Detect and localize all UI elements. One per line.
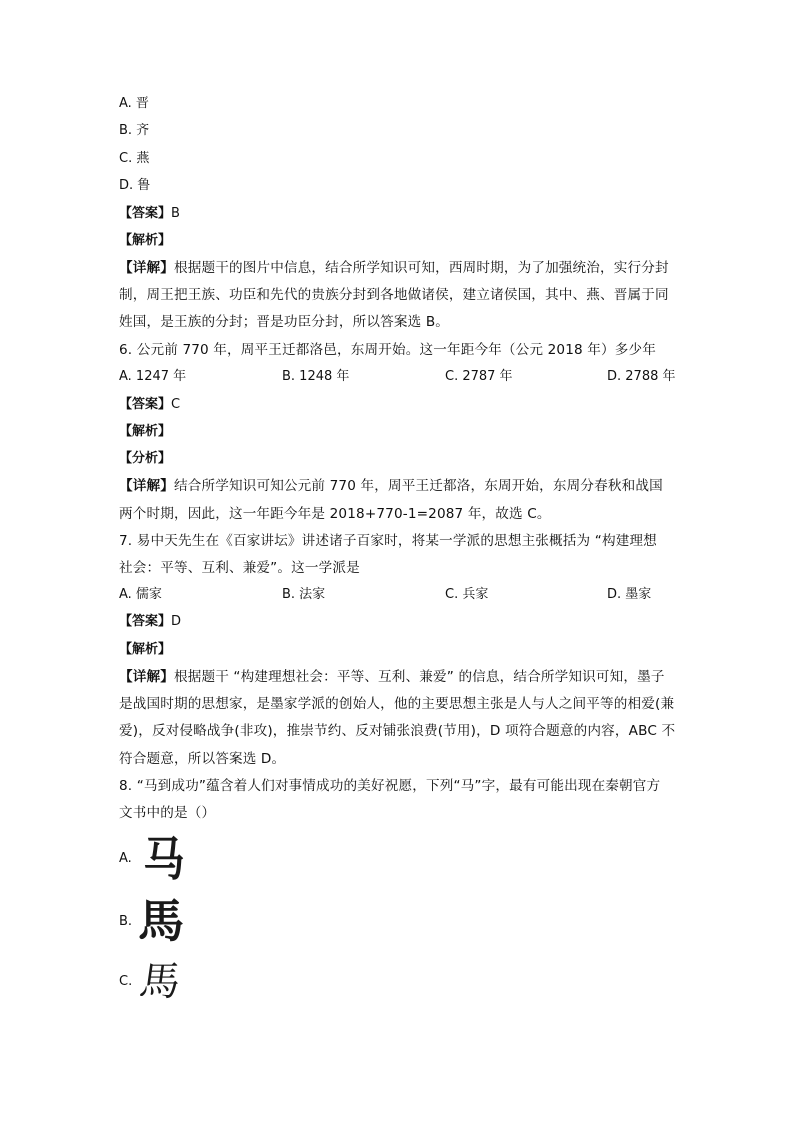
q6-answer	[119, 395, 180, 415]
answer-value: C	[171, 397, 181, 412]
q7-answer	[119, 612, 181, 632]
q5-option-d: D. 鲁	[119, 178, 151, 193]
ma-seal-script-icon: 马	[143, 832, 185, 886]
q7-option-a: A. 儒家	[119, 587, 162, 602]
q6-detail-line-2: 两个时期，因此，这一年距今年是 2018+770-1=2087 年，故选 C。	[119, 506, 551, 522]
q7-detail-line-3: 爱)，反对侵略战争(非攻)，推崇节约、反对铺张浪费(节用)，D 项符合题意的内容，ABC 不	[119, 723, 676, 739]
q8-option-b-clerical-glyph	[137, 894, 185, 948]
q7-option-c: C. 兵家	[445, 587, 489, 602]
q8-option-c-label: C.	[119, 974, 133, 989]
q6-option-c: C. 2787 年	[445, 369, 513, 384]
q7-stem-line-2: 社会：平等、互利、兼爱”。这一学派是	[119, 560, 360, 576]
detail-tag: 【详解】	[119, 669, 174, 685]
q7-detail-line-1	[119, 667, 665, 687]
answer-value: D	[171, 614, 182, 629]
detail-tag: 【详解】	[119, 478, 174, 494]
q7-stem-line-1: 7. 易中天先生在《百家讲坛》讲述诸子百家时，将某一学派的思想主张概括为 “构建理想	[119, 533, 657, 549]
q6-stem: 6. 公元前 770 年，周平王迁都洛邑，东周开始。这一年距今年（公元 2018 年）多少年	[119, 342, 657, 358]
q5-analysis-tag: 【解析】	[119, 233, 172, 248]
q8-option-a-seal-glyph	[137, 832, 191, 886]
q8-stem-line-1: 8. “马到成功”蕴含着人们对事情成功的美好祝愿，下列“马”字，最有可能出现在秦朝官方	[119, 778, 661, 794]
detail-text: 根据题干 “构建理想社会：平等、互利、兼爱” 的信息，结合所学知识可知，墨子	[173, 669, 665, 685]
answer-tag: 【答案】	[119, 206, 172, 221]
q8-option-c-cursive-glyph	[136, 956, 184, 1008]
detail-text: 根据题干的图片中信息，结合所学知识可知，西周时期，为了加强统治，实行分封	[173, 260, 669, 276]
answer-value: B	[171, 206, 180, 221]
answer-tag: 【答案】	[119, 614, 172, 629]
q6-fenxi-tag: 【分析】	[119, 451, 172, 466]
detail-tag: 【详解】	[119, 260, 174, 276]
q7-detail-line-2: 是战国时期的思想家，是墨家学派的创始人，他的主要思想主张是人与人之间平等的相爱(兼	[119, 696, 675, 712]
q6-analysis-tag: 【解析】	[119, 424, 172, 439]
q7-analysis-tag: 【解析】	[119, 642, 172, 657]
ma-cursive-script-icon: 馬	[136, 959, 184, 1005]
q7-option-d: D. 墨家	[607, 587, 652, 602]
q7-detail-line-4: 符合题意，所以答案选 D。	[119, 751, 286, 767]
q5-option-c: C. 燕	[119, 151, 150, 166]
q6-option-b: B. 1248 年	[282, 369, 350, 384]
q7-option-b: B. 法家	[282, 587, 326, 602]
q8-stem-line-2: 文书中的是（）	[119, 805, 216, 821]
q8-option-b-label: B.	[119, 914, 133, 929]
q8-option-a-label: A.	[119, 851, 132, 866]
q5-detail-line-2: 制，周王把王族、功臣和先代的贵族分封到各地做诸侯，建立诸侯国，其中、燕、晋属于同	[119, 287, 669, 303]
answer-tag: 【答案】	[119, 397, 172, 412]
q5-detail-line-3: 姓国，是王族的分封；晋是功臣分封，所以答案选 B。	[119, 314, 450, 330]
q6-detail-line-1	[119, 476, 663, 496]
q6-option-a: A. 1247 年	[119, 369, 187, 384]
q5-detail-line-1	[119, 258, 669, 278]
q5-option-b: B. 齐	[119, 123, 150, 138]
detail-text: 结合所学知识可知公元前 770 年，周平王迁都洛，东周开始，东周分春秋和战国	[173, 478, 663, 494]
q5-option-a: A. 晋	[119, 96, 149, 111]
q6-option-d: D. 2788 年	[607, 369, 676, 384]
q5-answer	[119, 204, 180, 224]
ma-clerical-script-icon: 馬	[138, 894, 184, 948]
